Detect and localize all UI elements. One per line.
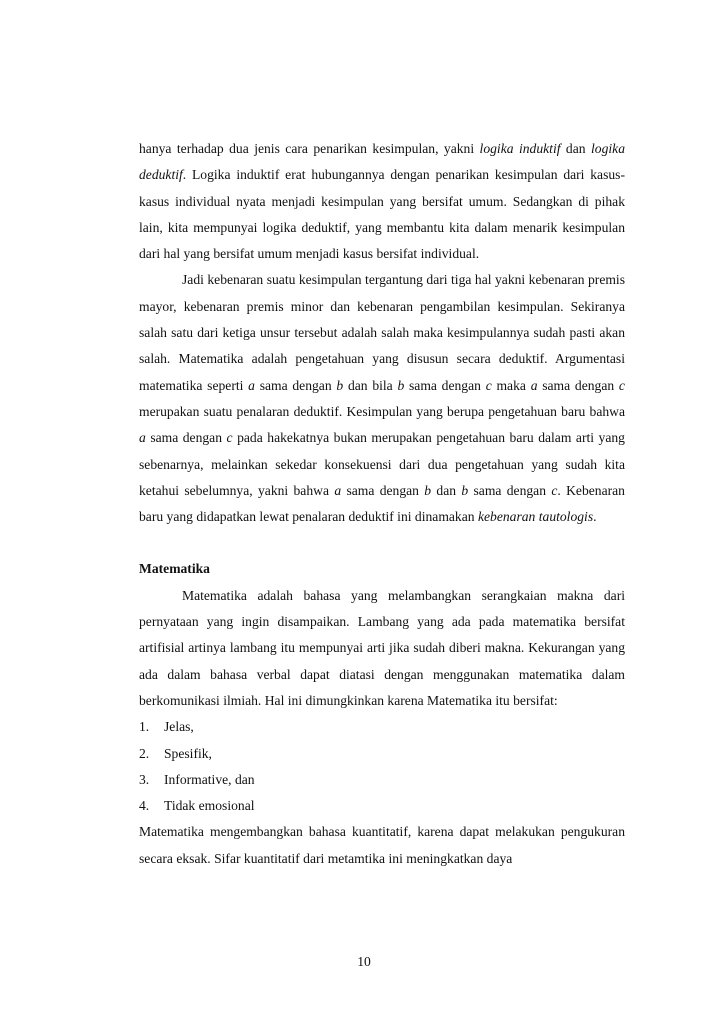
- properties-list: [139, 714, 625, 819]
- page-number: 10: [357, 954, 371, 969]
- term-logika-induktif: logika induktif: [479, 141, 561, 156]
- paragraph-kebenaran: Jadi kebenaran suatu kesimpulan tergantung dari tiga hal yakni kebenaran premis mayor, kebenaran premis minor dan kebenaran pengambilan kesimpulan. Sekiranya salah satu dari ketiga unsur tersebut adalah salah maka kesimpulannya sudah pasti akan salah. Matematika adalah pengetahuan yang disusun secara deduktif. Argumentasi matematika seperti a sama dengan b dan bila b sama dengan c maka a sama dengan c merupakan suatu penalaran deduktif. Kesimpulan yang berupa pengetahuan baru bahwa a sama dengan c pada hakekatnya bukan merupakan pengetahuan baru dalam arti yang sebenarnya, melainkan sekedar konsekuensi dari dua pengetahuan yang sudah kita ketahui sebelumnya, yakni bahwa a sama dengan b dan b sama dengan c. Kebenaran baru yang didapatkan lewat penalaran deduktif ini dinamakan kebenaran tautologis.: [139, 272, 625, 525]
- list-item: 4. Tidak emosional: [139, 798, 255, 814]
- paragraph-kuantitatif: Matematika mengembangkan bahasa kuantitatif, karena dapat melakukan pengukuran secara eksak. Sifar kuantitatif dari metamtika ini meningkatkan daya: [139, 824, 625, 866]
- paragraph-logika: hanya terhadap dua jenis cara penarikan kesimpulan, yakni logika induktif dan logika deduktif. Logika induktif erat hubungannya dengan penarikan kesimpulan dari kasus-kasus individual nyata menjadi kesimpulan yang bersifat umum. Sedangkan di pihak lain, kita mempunyai logika deduktif, yang membantu kita dalam menarik kesimpulan dari hal yang bersifat umum menjadi kasus bersifat individual.: [139, 141, 625, 262]
- section-heading: Matematika: [139, 561, 210, 577]
- term-kebenaran-tautologis: kebenaran tautologis: [477, 509, 594, 525]
- document-body: [139, 136, 625, 872]
- list-item: 1. Jelas,: [139, 719, 194, 735]
- list-item: 2. Spesifik,: [139, 745, 212, 761]
- paragraph-matematika: Matematika adalah bahasa yang melambangkan serangkaian makna dari pernyataan yang ingin disampaikan. Lambang yang ada pada matematika bersifat artifisial artinya lambang itu mempunyai arti jika sudah diberi makna. Kekurangan yang ada dalam bahasa verbal dapat diatasi dengan menggunakan matematika dalam berkomunikasi ilmiah. Hal ini dimungkinkan karena Matematika itu bersifat:: [139, 587, 625, 708]
- term-logika-deduktif: logika deduktif: [139, 141, 625, 183]
- list-item: 3. Informative, dan: [139, 771, 255, 787]
